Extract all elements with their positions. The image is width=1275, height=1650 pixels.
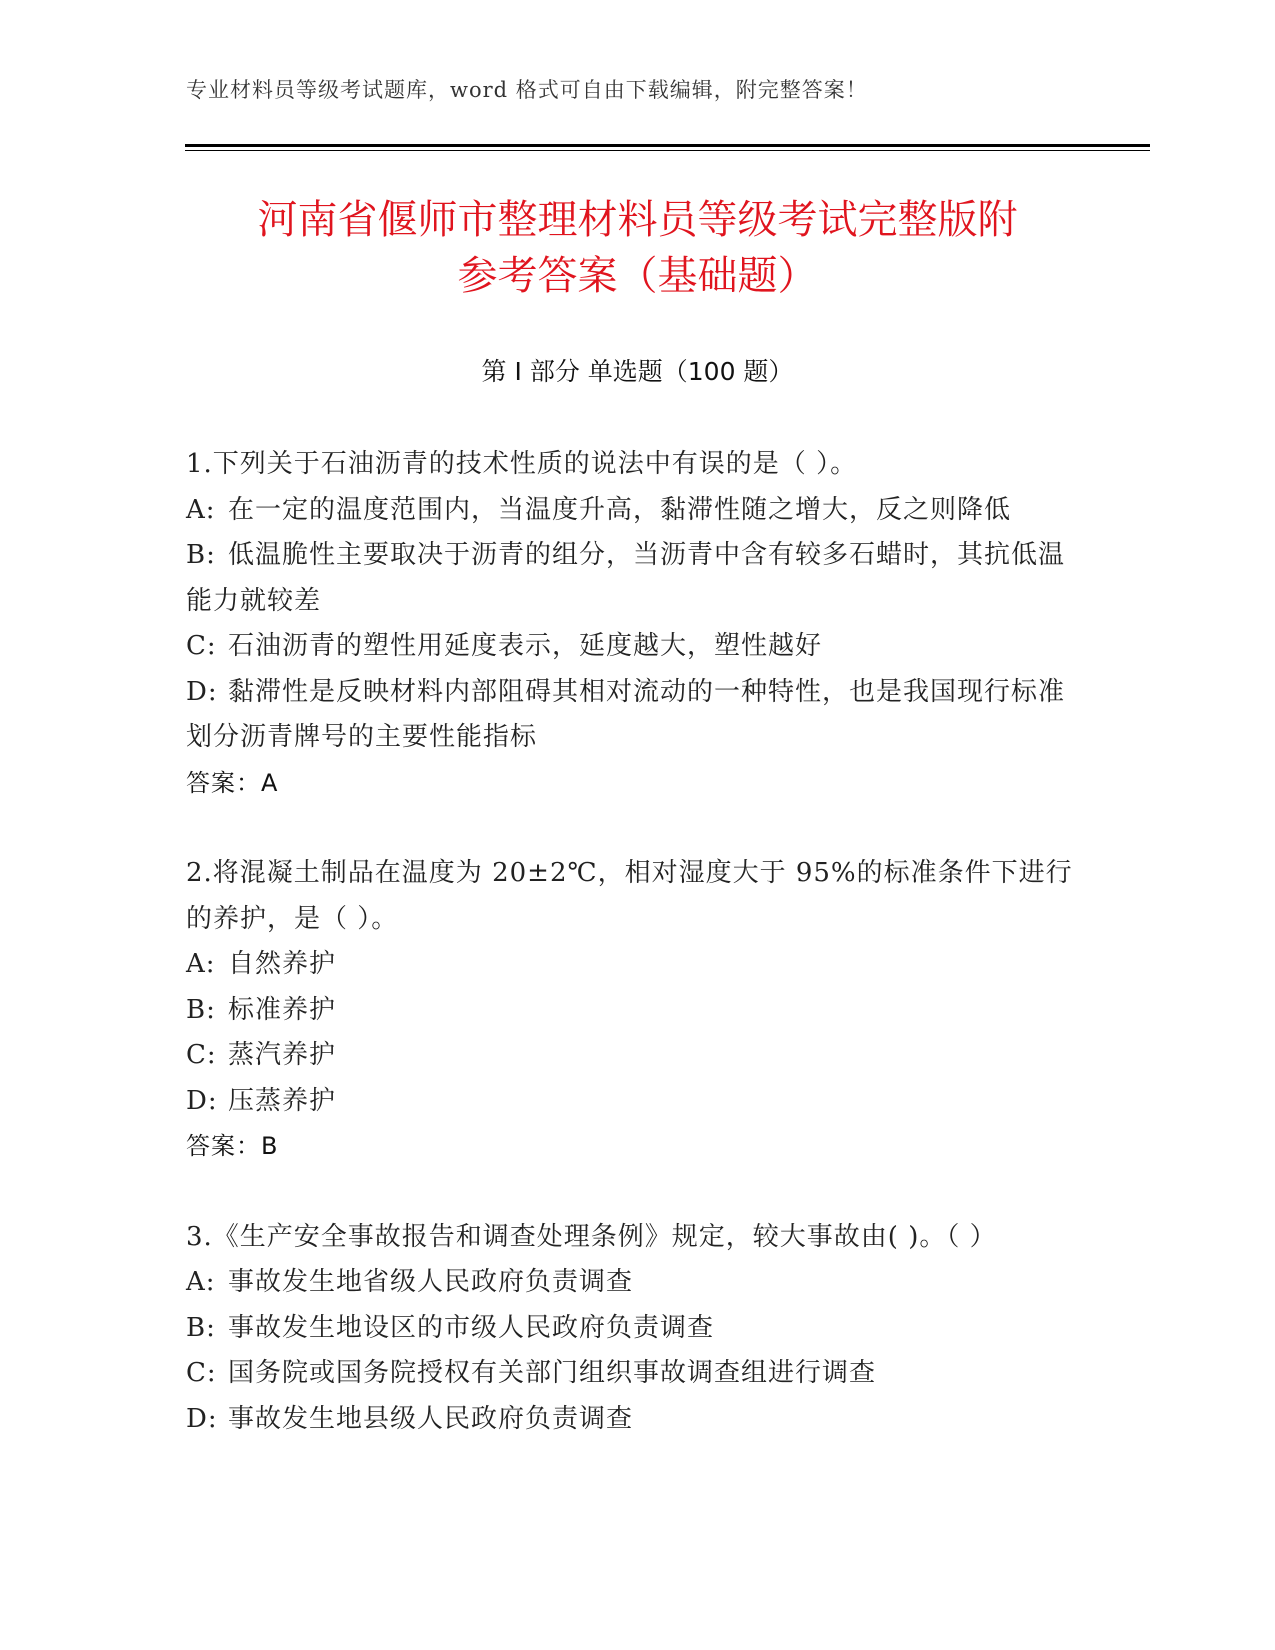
option-key: D: xyxy=(186,676,218,707)
option-text: 国务院或国务院授权有关部门组织事故调查组进行调查 xyxy=(228,1358,877,1388)
option-text: 低温脆性主要取决于沥青的组分，当沥青中含有较多石蜡时，其抗低温能力就较差 xyxy=(186,540,1066,616)
option-text: 在一定的温度范围内，当温度升高，黏滞性随之增大，反之则降低 xyxy=(228,494,1012,525)
option-text: 事故发生地县级人民政府负责调查 xyxy=(228,1403,634,1434)
option-a xyxy=(186,942,1081,988)
question-3 xyxy=(186,1215,1081,1443)
option-d xyxy=(186,1397,1081,1443)
answer: 答案：A xyxy=(186,768,279,797)
option-key: A: xyxy=(186,949,216,979)
header-divider-thick xyxy=(185,144,1150,147)
option-text: 事故发生地省级人民政府负责调查 xyxy=(228,1267,634,1297)
option-key: A: xyxy=(186,1267,216,1297)
question-list xyxy=(186,442,1081,1487)
document-title xyxy=(150,192,1125,304)
answer: 答案：B xyxy=(186,1132,279,1160)
option-text: 标准养护 xyxy=(228,994,337,1025)
question-stem: 1.下列关于石油沥青的技术性质的说法中有误的是（ ）。 xyxy=(186,449,858,479)
option-c xyxy=(186,1033,1081,1079)
option-text: 蒸汽养护 xyxy=(228,1040,337,1070)
option-key: C: xyxy=(186,1040,217,1070)
option-a xyxy=(186,1260,1081,1306)
header-note: 专业材料员等级考试题库，word 格式可自由下载编辑，附完整答案！ xyxy=(186,78,868,102)
header-divider-thin xyxy=(185,150,1150,151)
option-d xyxy=(186,1079,1081,1125)
document-title-line-1: 河南省偃师市整理材料员等级考试完整版附 xyxy=(257,197,1018,243)
option-key: B: xyxy=(186,1312,216,1343)
option-a xyxy=(186,488,1081,534)
option-b xyxy=(186,533,1081,624)
option-text: 事故发生地设区的市级人民政府负责调查 xyxy=(228,1312,715,1343)
option-key: B: xyxy=(186,540,216,570)
option-key: C: xyxy=(186,631,217,661)
option-key: C: xyxy=(186,1358,217,1388)
option-b xyxy=(186,1306,1081,1352)
question-1 xyxy=(186,442,1081,806)
option-b xyxy=(186,988,1081,1034)
question-stem: 2.将混凝土制品在温度为 20±2℃，相对湿度大于 95%的标准条件下进行的养护，是（ ）。 xyxy=(186,858,1073,934)
option-text: 石油沥青的塑性用延度表示，延度越大，塑性越好 xyxy=(228,631,823,661)
option-text: 压蒸养护 xyxy=(228,1085,337,1116)
question-stem: 3.《生产安全事故报告和调查处理条例》规定，较大事故由( )。（ ） xyxy=(186,1221,997,1252)
document-title-line-2: 参考答案（基础题） xyxy=(457,253,818,299)
option-key: D: xyxy=(186,1085,218,1116)
option-d xyxy=(186,670,1081,761)
option-c xyxy=(186,624,1081,670)
option-key: B: xyxy=(186,994,216,1025)
question-2 xyxy=(186,851,1081,1170)
section-heading: 第 I 部分 单选题（100 题） xyxy=(481,357,794,386)
option-c xyxy=(186,1351,1081,1397)
option-key: D: xyxy=(186,1403,218,1434)
option-text: 黏滞性是反映材料内部阻碍其相对流动的一种特性，也是我国现行标准划分沥青牌号的主要性能指标 xyxy=(186,676,1066,752)
option-key: A: xyxy=(186,494,216,525)
option-text: 自然养护 xyxy=(228,949,337,979)
